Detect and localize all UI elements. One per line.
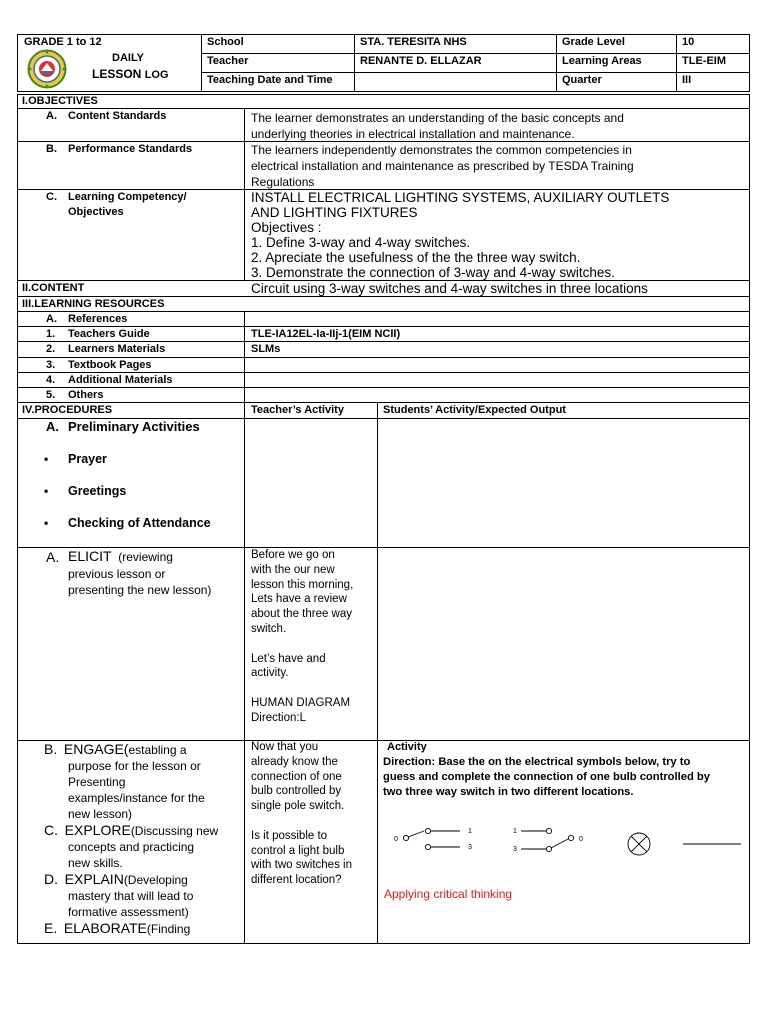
teaching-date-label: Teaching Date and Time [202, 73, 355, 92]
content-standards-letter: A. [46, 110, 57, 122]
teacher-label: Teacher [202, 54, 355, 73]
teaching-date-value [355, 73, 557, 92]
bullet-icon: • [44, 452, 49, 466]
content-heading: II.CONTENT [22, 282, 85, 294]
procedures-heading: IV.PROCEDURES [22, 404, 113, 416]
competency-letter: C. [46, 191, 57, 203]
bullet-checking-attendance: Checking of Attendance [68, 516, 211, 530]
engage-explore-explain-list: B. ENGAGE(establing a purpose for the lesson or Presenting examples/instance for the new lesson) C. EXPLORE(Discussing new concepts and practicing new skills. D. EXPLAIN(Developing mastery that will lead to formative assessment) E. ELABORATE(Finding [44, 741, 219, 936]
resource-value-teachers-guide: TLE-IA12EL-Ia-IIj-1(EIM NCII) [251, 328, 401, 340]
resources-heading: III.LEARNING RESOURCES [22, 298, 165, 310]
preliminary-letter: A. [46, 419, 59, 434]
resource-label-others: Others [68, 389, 104, 401]
bullet-icon: • [44, 484, 49, 498]
quarter-label: Quarter [557, 73, 677, 92]
resource-label-references: References [68, 313, 128, 325]
three-way-switch-left-icon [394, 828, 472, 851]
header-logo-cell [18, 35, 202, 92]
resource-num: 2. [46, 343, 56, 355]
teacher-value: RENANTE D. ELLAZAR [355, 54, 557, 73]
resource-num: 3. [46, 359, 56, 371]
engage-teacher-activity: Now that you already know the connection of one bulb controlled by single pole switch. Is it possible to control a light bulb with two switches in different location? [251, 741, 352, 887]
content-standards-text: The learner demonstrates an understanding of the basic concepts and underlying theories in electrical installation and maintenance. [251, 111, 624, 141]
competency-text: INSTALL ELECTRICAL LIGHTING SYSTEMS, AUXILIARY OUTLETS AND LIGHTING FIXTURES Objectives : 1. Define 3-way and 4-way switches. 2. Apreciate the usefulness of the the three way switch. 3. Demonstrate the connection of 3-way and 4-way switches. [251, 190, 670, 280]
resource-label-additional-materials: Additional Materials [68, 374, 173, 386]
resource-num: 4. [46, 374, 56, 386]
resource-label-teachers-guide: Teachers Guide [68, 328, 150, 340]
three-way-switch-right-icon [513, 828, 583, 853]
bullet-prayer: Prayer [68, 452, 107, 466]
resource-num: 1. [46, 328, 56, 340]
activity-direction: Direction: Base the on the electrical symbols below, try to guess and complete the connection of one bulb controlled by two three way switch in two different locations. [383, 756, 710, 798]
svg-text:3: 3 [468, 844, 472, 851]
bullet-greetings: Greetings [68, 484, 127, 498]
grade-level-value: 10 [677, 35, 750, 54]
activity-title: Activity [387, 741, 427, 753]
elicit-teacher-activity: Before we go on with the our new lesson this morning, Lets have a review about the three way switch. Let’s have and activity. HUMAN DIAGRAM Direction:L [251, 549, 354, 724]
svg-text:0: 0 [394, 836, 398, 843]
svg-text:1: 1 [468, 828, 472, 835]
svg-text:3: 3 [513, 846, 517, 853]
content-standards-label: Content Standards [68, 110, 167, 122]
performance-standards-label: Performance Standards [68, 143, 193, 155]
performance-standards-letter: B. [46, 143, 57, 155]
grade-level-label: Grade Level [557, 35, 677, 54]
header-table [17, 34, 750, 92]
performance-standards-text: The learners independently demonstrates the common competencies in electrical installation and maintenance as prescribed by TESDA Training Regulations [251, 143, 634, 189]
bullet-icon: • [44, 516, 49, 530]
quarter-value: III [677, 73, 750, 92]
resource-num: A. [46, 313, 57, 325]
content-value: Circuit using 3-way switches and 4-way switches in three locations [251, 281, 648, 296]
resource-label-learners-materials: Learners Materials [68, 343, 166, 355]
elicit-letter: A. [46, 549, 60, 565]
school-label: School [202, 35, 355, 54]
resource-label-textbook-pages: Textbook Pages [68, 359, 152, 371]
competency-label: Learning Competency/ Objectives [68, 191, 187, 218]
school-seal-icon [27, 49, 67, 89]
svg-text:1: 1 [513, 828, 517, 835]
student-activity-column: Students’ Activity/Expected Output [383, 404, 566, 416]
objectives-heading: I.OBJECTIVES [22, 95, 98, 107]
resource-num: 5. [46, 389, 56, 401]
teacher-activity-column: Teacher’s Activity [251, 404, 344, 416]
lesson-log-label: LESSON LOG [92, 67, 169, 81]
switch-symbols-diagram [378, 824, 748, 860]
grade-range: GRADE 1 to 12 [24, 36, 102, 48]
preliminary-title: Preliminary Activities [68, 419, 200, 434]
light-bulb-icon [628, 833, 650, 855]
school-value: STA. TERESITA NHS [355, 35, 557, 54]
resource-value-learners-materials: SLMs [251, 343, 281, 355]
elicit-description: ELICIT (reviewing previous lesson or presenting the new lesson) [68, 548, 212, 597]
learning-areas-label: Learning Areas [557, 54, 677, 73]
svg-text:0: 0 [579, 836, 583, 843]
critical-thinking-note: Applying critical thinking [384, 887, 513, 901]
learning-areas-value: TLE-EIM [677, 54, 750, 73]
daily-label: DAILY [112, 52, 144, 64]
